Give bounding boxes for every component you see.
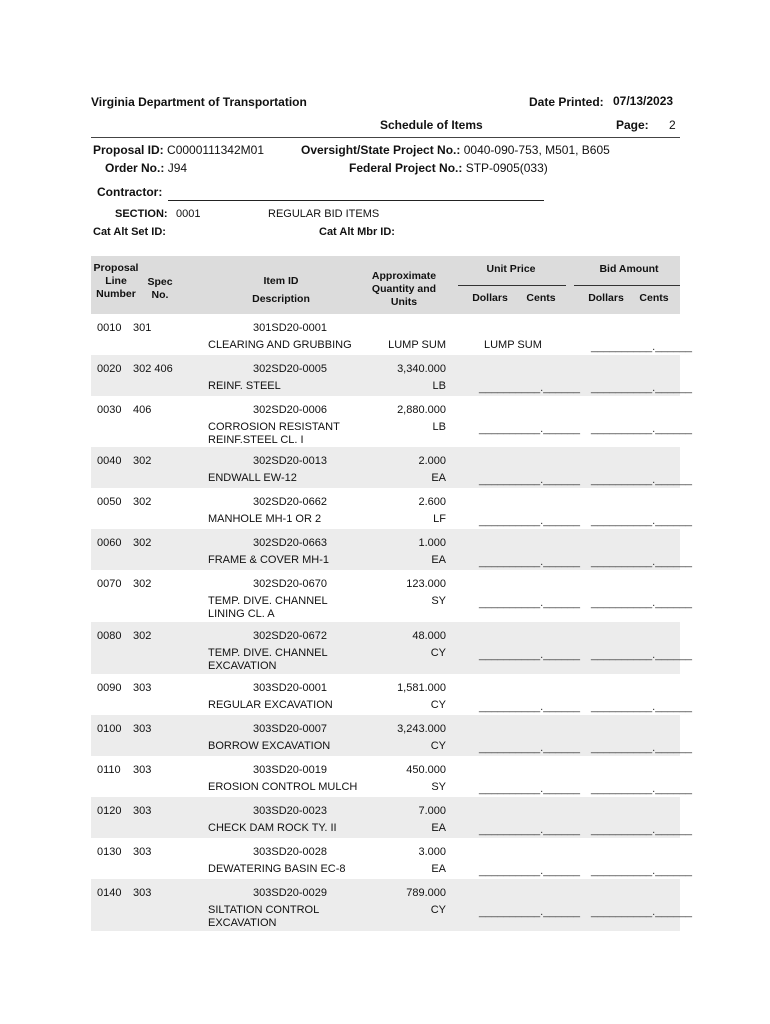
item-description: SILTATION CONTROL EXCAVATION	[208, 904, 319, 929]
unit-price-underline	[458, 285, 566, 286]
item-id: 302SD20-0006	[253, 404, 328, 416]
unit-price-entry[interactable]: __________.______	[479, 865, 580, 877]
date-printed-value: 07/13/2023	[613, 94, 674, 108]
header-text: Line	[105, 275, 127, 287]
header-text: Spec	[147, 276, 173, 288]
spec-no-header	[143, 276, 177, 302]
oversight-project-no	[301, 143, 610, 157]
line-number: 0110	[97, 764, 121, 776]
unit-price-entry[interactable]: __________.______	[479, 382, 580, 394]
section-name: REGULAR BID ITEMS	[268, 208, 380, 220]
line-number: 0060	[97, 537, 122, 549]
unit-price-dollars-header: Dollars	[472, 292, 508, 304]
bid-amount-entry[interactable]: __________.______	[591, 824, 692, 836]
spec-number: 406	[133, 404, 152, 416]
item-description: DEWATERING BASIN EC-8	[208, 863, 346, 875]
unit-price-entry[interactable]: __________.______	[479, 783, 580, 795]
units: EA	[431, 472, 446, 484]
quantity: 789.000	[406, 887, 446, 899]
header-text: Approximate	[371, 270, 437, 282]
line-number: 0140	[97, 887, 122, 899]
bid-amount-entry[interactable]: __________.______	[591, 382, 692, 394]
unit-price-entry[interactable]: __________.______	[479, 515, 580, 527]
oversight-label: Oversight/State Project No.:	[301, 143, 461, 157]
item-id: 303SD20-0029	[253, 887, 328, 899]
spec-number: 302	[133, 578, 152, 590]
date-printed-label: Date Printed:	[529, 95, 604, 109]
units: EA	[431, 863, 446, 875]
spec-number: 302	[133, 455, 152, 467]
item-description: FRAME & COVER MH-1	[208, 554, 330, 566]
contractor-label: Contractor:	[97, 185, 163, 199]
proposal-id	[93, 143, 264, 157]
quantity: 1,581.000	[397, 682, 446, 694]
page-number: 2	[669, 118, 676, 132]
item-id: 302SD20-0005	[253, 363, 328, 375]
line-number: 0130	[97, 846, 122, 858]
bid-amount-entry[interactable]: __________.______	[591, 742, 692, 754]
item-id: 303SD20-0028	[253, 846, 328, 858]
proposal-line-header	[93, 262, 139, 301]
unit-price-entry[interactable]: __________.______	[479, 597, 580, 609]
header-text: No.	[151, 289, 169, 301]
order-no	[105, 161, 187, 175]
bid-amount-entry[interactable]: __________.______	[591, 597, 692, 609]
spec-number: 302	[133, 630, 152, 642]
quantity: 3.000	[418, 846, 446, 858]
units: LB	[432, 421, 446, 433]
line-number: 0020	[97, 363, 122, 375]
item-id: 301SD20-0001	[253, 322, 328, 334]
section-number: 0001	[176, 208, 201, 220]
page-label: Page:	[616, 118, 649, 132]
contractor-signature-line[interactable]	[168, 200, 544, 201]
spec-number: 301	[133, 322, 152, 334]
table-row	[91, 879, 692, 931]
spec-number: 303	[133, 846, 152, 858]
line-number: 0080	[97, 630, 122, 642]
item-description: EROSION CONTROL MULCH	[208, 781, 358, 793]
item-id: 302SD20-0670	[253, 578, 328, 590]
unit-price-entry[interactable]: __________.______	[479, 474, 580, 486]
quantity: 3,243.000	[397, 723, 446, 735]
table-header	[91, 256, 680, 314]
item-id-header: Item ID	[263, 275, 299, 287]
unit-price-entry[interactable]: __________.______	[479, 824, 580, 836]
bid-amount-entry[interactable]: __________.______	[591, 783, 692, 795]
bid-amount-entry[interactable]: __________.______	[591, 556, 692, 568]
line-number: 0040	[97, 455, 122, 467]
quantity: 2.600	[418, 496, 446, 508]
item-id: 303SD20-0019	[253, 764, 328, 776]
units: CY	[430, 647, 446, 659]
unit-price-entry[interactable]: __________.______	[479, 649, 580, 661]
bid-amount-entry[interactable]: __________.______	[591, 865, 692, 877]
header-text: Quantity and	[371, 283, 437, 295]
header-text: Proposal	[93, 262, 139, 274]
units: CY	[430, 740, 446, 752]
bid-amount-entry[interactable]: __________.______	[591, 701, 692, 713]
spec-number: 302 406	[133, 363, 173, 375]
unit-price-entry[interactable]: __________.______	[479, 742, 580, 754]
bid-amount-header: Bid Amount	[599, 263, 659, 275]
table-row	[91, 756, 692, 797]
bid-amount-underline	[574, 285, 680, 286]
units: LB	[432, 380, 446, 392]
item-description: CHECK DAM ROCK TY. II	[208, 822, 337, 834]
unit-price-entry[interactable]: __________.______	[479, 906, 580, 918]
quantity: 48.000	[412, 630, 446, 642]
quantity: 3,340.000	[397, 363, 446, 375]
bid-amount-entry[interactable]: __________.______	[591, 649, 692, 661]
units: EA	[431, 822, 446, 834]
line-number: 0070	[97, 578, 122, 590]
spec-number: 303	[133, 887, 152, 899]
item-id: 302SD20-0013	[253, 455, 328, 467]
oversight-value: 0040-090-753, M501, B605	[463, 143, 610, 157]
quantity: 2,880.000	[397, 404, 446, 416]
quantity: 450.000	[406, 764, 446, 776]
item-id: 303SD20-0023	[253, 805, 328, 817]
bid-amount-entry[interactable]: __________.______	[591, 474, 692, 486]
quantity: 2.000	[418, 455, 446, 467]
table-row	[91, 314, 692, 355]
table-row	[91, 570, 692, 622]
table-row	[91, 715, 692, 756]
item-id: 302SD20-0672	[253, 630, 328, 642]
quantity: 1.000	[418, 537, 446, 549]
item-description: TEMP. DIVE. CHANNEL LINING CL. A	[208, 595, 328, 620]
header-text: Number	[96, 288, 136, 300]
item-description: ENDWALL EW-12	[208, 472, 297, 484]
unit-price-lump-sum: LUMP SUM	[484, 339, 542, 351]
table-row	[91, 447, 692, 488]
spec-number: 302	[133, 537, 152, 549]
agency-name: Virginia Department of Transportation	[91, 95, 307, 109]
bid-amount-entry[interactable]: __________.______	[591, 906, 692, 918]
units: LF	[433, 513, 446, 525]
item-description: REINF. STEEL	[208, 380, 281, 392]
proposal-id-value: C0000111342M01	[167, 143, 264, 157]
federal-value: STP-0905(033)	[465, 161, 548, 175]
item-id: 303SD20-0001	[253, 682, 328, 694]
item-description: MANHOLE MH-1 OR 2	[208, 513, 322, 525]
item-description: TEMP. DIVE. CHANNEL EXCAVATION	[208, 647, 328, 672]
unit-price-entry[interactable]: __________.______	[479, 556, 580, 568]
cat-alt-set-label: Cat Alt Set ID:	[93, 226, 166, 238]
quantity: 7.000	[418, 805, 446, 817]
bid-amount-entry[interactable]: __________.______	[591, 341, 692, 353]
spec-number: 303	[133, 723, 152, 735]
item-description: BORROW EXCAVATION	[208, 740, 331, 752]
proposal-id-label: Proposal ID:	[93, 143, 164, 157]
line-number: 0010	[97, 322, 122, 334]
unit-price-entry[interactable]: __________.______	[479, 701, 580, 713]
table-row	[91, 674, 692, 715]
table-row	[91, 797, 692, 838]
bid-amount-dollars-header: Dollars	[588, 292, 624, 304]
units: CY	[430, 904, 446, 916]
schedule-title: Schedule of Items	[380, 118, 483, 132]
line-number: 0050	[97, 496, 122, 508]
table-row	[91, 838, 692, 879]
item-id: 302SD20-0662	[253, 496, 328, 508]
bid-amount-entry[interactable]: __________.______	[591, 515, 692, 527]
line-number: 0100	[97, 723, 122, 735]
item-id: 303SD20-0007	[253, 723, 328, 735]
cat-alt-mbr-label: Cat Alt Mbr ID:	[319, 226, 395, 238]
bid-amount-entry[interactable]: __________.______	[591, 423, 692, 435]
approx-qty-header	[359, 270, 449, 309]
spec-number: 302	[133, 496, 152, 508]
line-number: 0030	[97, 404, 122, 416]
federal-project-no	[349, 161, 548, 175]
spec-number: 303	[133, 764, 152, 776]
order-no-label: Order No.:	[105, 161, 165, 175]
item-description: CLEARING AND GRUBBING	[208, 339, 352, 351]
units: LUMP SUM	[388, 339, 446, 351]
table-row	[91, 355, 692, 396]
units: SY	[431, 595, 446, 607]
units: CY	[430, 699, 446, 711]
line-number: 0120	[97, 805, 122, 817]
table-row	[91, 622, 692, 674]
header-divider	[91, 137, 680, 138]
table-row	[91, 396, 692, 447]
section-label: SECTION:	[115, 208, 168, 220]
schedule-items-table	[91, 314, 692, 931]
units: SY	[431, 781, 446, 793]
table-row	[91, 529, 692, 570]
unit-price-entry[interactable]: __________.______	[479, 423, 580, 435]
line-number: 0090	[97, 682, 122, 694]
order-no-value: J94	[167, 161, 188, 175]
quantity: 123.000	[406, 578, 446, 590]
description-header: Description	[252, 293, 310, 305]
unit-price-header: Unit Price	[486, 263, 536, 275]
header-text: Units	[390, 296, 418, 308]
federal-label: Federal Project No.:	[349, 161, 463, 175]
unit-price-cents-header: Cents	[526, 292, 556, 304]
spec-number: 303	[133, 682, 152, 694]
bid-amount-cents-header: Cents	[639, 292, 669, 304]
spec-number: 303	[133, 805, 152, 817]
table-row	[91, 488, 692, 529]
item-description: REGULAR EXCAVATION	[208, 699, 333, 711]
item-description: CORROSION RESISTANT REINF.STEEL CL. I	[208, 421, 340, 446]
units: EA	[431, 554, 446, 566]
item-id: 302SD20-0663	[253, 537, 328, 549]
